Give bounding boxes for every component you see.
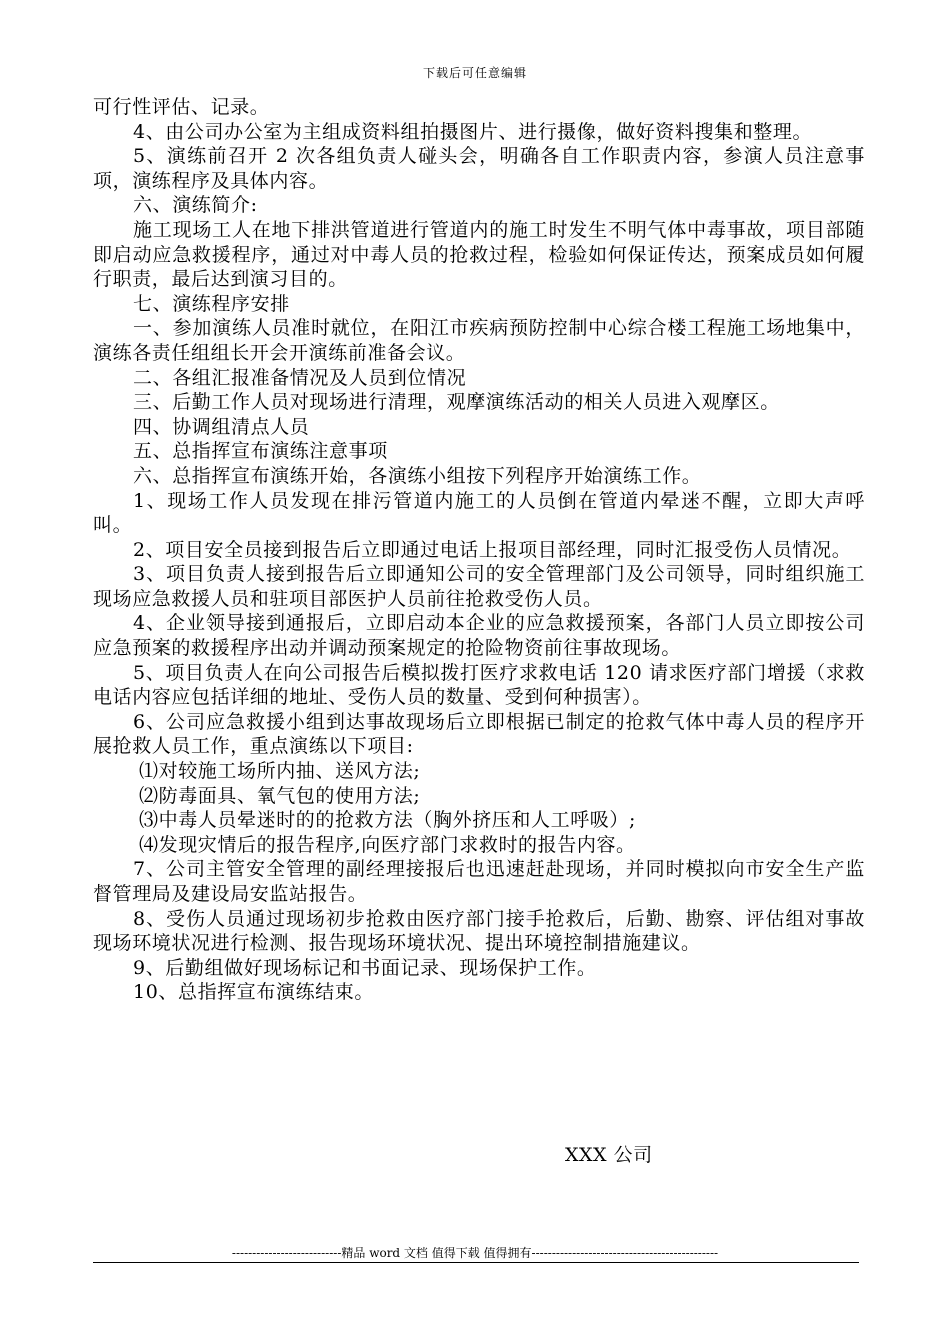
paragraph: 一、参加演练人员准时就位，在阳江市疾病预防控制中心综合楼工程施工场地集中， 演练各责任组组长开会开演练前准备会议。 bbox=[93, 317, 865, 364]
paragraph: 二、各组汇报准备情况及人员到位情况 bbox=[133, 366, 467, 389]
list-item: ⑶中毒人员晕迷时的的抢救方法（胸外挤压和人工呼吸）; bbox=[139, 809, 637, 832]
paragraph: 9、后勤组做好现场标记和书面记录、现场保护工作。 bbox=[133, 956, 597, 979]
paragraph: 8、受伤人员通过现场初步抢救由医疗部门接手抢救后，后勤、勘察、评估组对事故现场环境状况进行检测、报告现场环境状况、提出环境控制措施建议。 bbox=[93, 907, 865, 955]
list-item: ⑵防毒面具、氧气包的使用方法; bbox=[139, 784, 421, 807]
paragraph: 1、现场工作人员发现在排污管道内施工的人员倒在管道内晕迷不醒，立即大声呼叫。 bbox=[93, 489, 865, 537]
paragraph: 五、总指挥宣布演练注意事项 bbox=[133, 440, 388, 463]
page-footer-text: ---------------------------精品 word 文档 值得下载 值得拥有---------------------------------------------- bbox=[231, 1246, 719, 1260]
document-body bbox=[93, 95, 865, 1005]
page-header-note: 下载后可任意编辑 bbox=[422, 66, 527, 80]
paragraph: 4、企业领导接到通报后，立即启动本企业的应急救援预案，各部门人员立即按公司应急预案的救援程序出动并调动预案规定的抢险物资前往事故现场。 bbox=[93, 612, 865, 660]
paragraph: 三、后勤工作人员对现场进行清理，观摩演练活动的相关人员进入观摩区。 bbox=[133, 391, 780, 414]
company-signature: XXX 公司 bbox=[565, 1144, 653, 1166]
section-heading: 六、演练简介: bbox=[133, 194, 258, 217]
paragraph: 5、演练前召开 2 次各组负责人碰头会，明确各自工作职责内容，参演人员注意事项，演练程序及具体内容。 bbox=[93, 145, 865, 192]
paragraph: 2、项目安全员接到报告后立即通过电话上报项目部经理，同时汇报受伤人员情况。 bbox=[133, 538, 852, 561]
paragraph: 四、协调组清点人员 bbox=[133, 415, 310, 438]
paragraph: 6、公司应急救援小组到达事故现场后立即根据已制定的抢救气体中毒人员的程序开展抢救人员工作，重点演练以下项目: bbox=[93, 710, 865, 758]
paragraph: 3、项目负责人接到报告后立即通知公司的安全管理部门及公司领导，同时组织施工现场应急救援人员和驻项目部医护人员前往抢救受伤人员。 bbox=[93, 563, 865, 610]
paragraph: 可行性评估、记录。 bbox=[93, 96, 270, 118]
paragraph: 六、总指挥宣布演练开始，各演练小组按下列程序开始演练工作。 bbox=[133, 464, 702, 487]
paragraph: 5、项目负责人在向公司报告后模拟拨打医疗求救电话 120 请求医疗部门增援（求救电话内容应包括详细的地址、受伤人员的数量、受到何种损害）。 bbox=[93, 661, 865, 709]
list-item: ⑴对较施工场所内抽、送风方法; bbox=[139, 760, 421, 783]
paragraph: 施工现场工人在地下排洪管道进行管道内的施工时发生不明气体中毒事故，项目部随即启动应急救援程序，通过对中毒人员的抢救过程，检验如何保证传达，预案成员如何履行职责，最后达到演习目的。 bbox=[93, 218, 865, 291]
paragraph: 4、由公司办公室为主组成资料组拍摄图片、进行摄像，做好资料搜集和整理。 bbox=[133, 120, 813, 143]
paragraph: 10、总指挥宣布演练结束。 bbox=[133, 981, 374, 1004]
list-item: ⑷发现灾情后的报告程序,向医疗部门求救时的报告内容。 bbox=[139, 833, 636, 856]
paragraph: 7、公司主管安全管理的副经理接报后也迅速赶赴现场，并同时模拟向市安全生产监督管理局及建设局安监站报告。 bbox=[93, 858, 865, 905]
footer-divider bbox=[93, 1262, 859, 1263]
section-heading: 七、演练程序安排 bbox=[133, 292, 290, 315]
